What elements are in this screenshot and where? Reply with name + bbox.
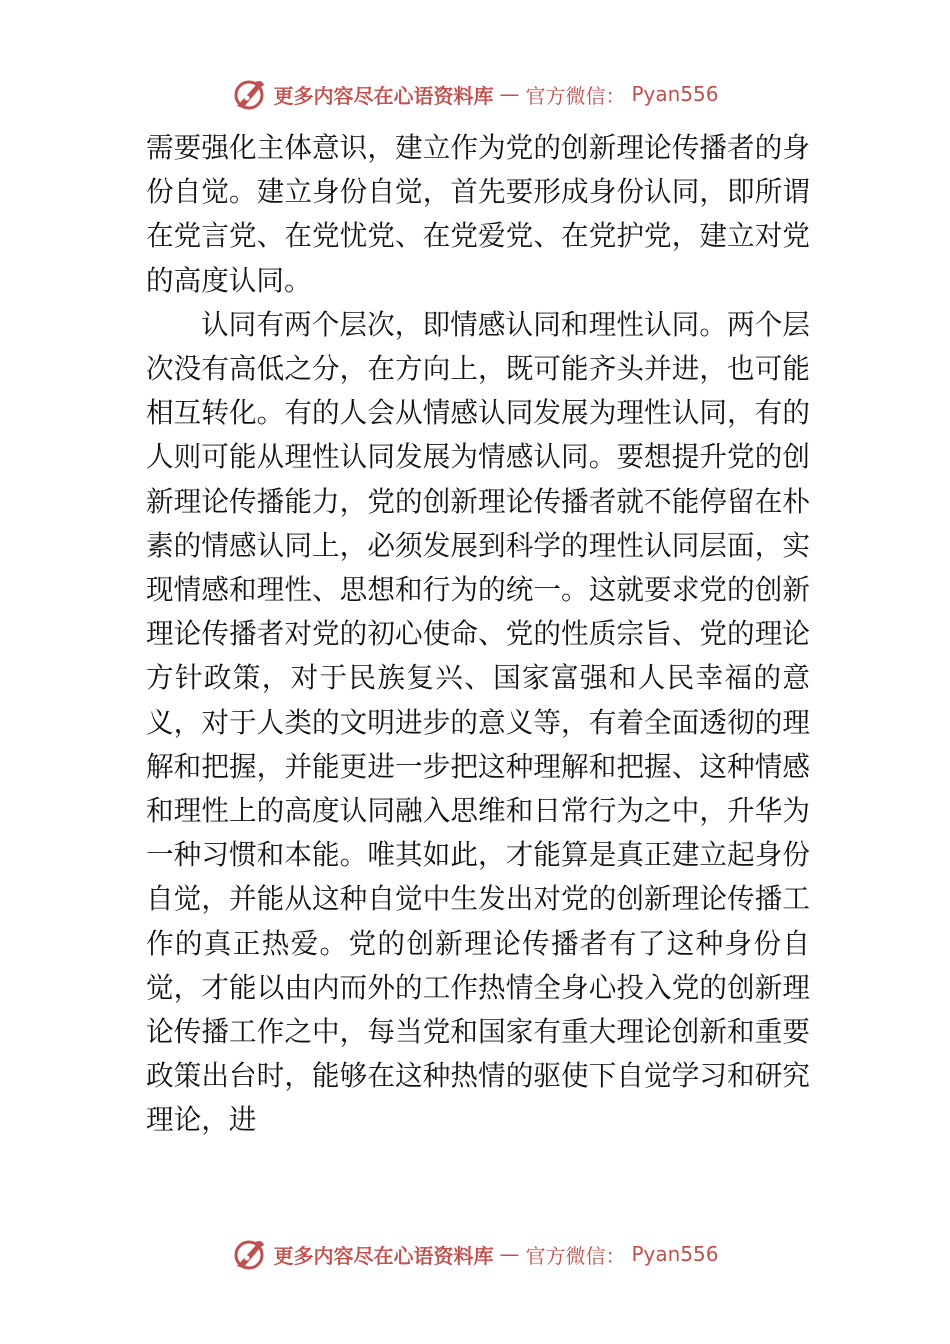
footer-banner bbox=[0, 1234, 950, 1274]
footer-wechat-label: 官方微信： bbox=[525, 1243, 626, 1268]
footer-separator: — bbox=[499, 1242, 520, 1266]
document-body bbox=[146, 126, 810, 1143]
header-wechat-label: 官方微信： bbox=[525, 83, 626, 108]
header-main-text: 更多内容尽在心语资料库 bbox=[273, 83, 494, 108]
header-banner bbox=[0, 74, 950, 114]
pen-circle-logo-icon bbox=[231, 1236, 267, 1272]
header-wechat-id: Pyan556 bbox=[631, 82, 719, 106]
header-separator: — bbox=[499, 82, 520, 106]
footer-main-text: 更多内容尽在心语资料库 bbox=[273, 1243, 494, 1268]
paragraph-1: 需要强化主体意识，建立作为党的创新理论传播者的身份自觉。建立身份自觉，首先要形成身份认同，即所谓在党言党、在党忧党、在党爱党、在党护党，建立对党的高度认同。 bbox=[146, 131, 810, 297]
paragraph-2: 认同有两个层次，即情感认同和理性认同。两个层次没有高低之分，在方向上，既可能齐头并进，也可能相互转化。有的人会从情感认同发展为理性认同，有的人则可能从理性认同发展为情感认同。要想提升党的创新理论传播能力，党的创新理论传播者就不能停留在朴素的情感认同上，必须发展到科学的理性认同层面，实现情感和理性、思想和行为的统一。这就要求党的创新理论传播者对党的初心使命、党的性质宗旨、党的理论方针政策，对于民族复兴、国家富强和人民幸福的意义，对于人类的文明进步的意义等，有着全面透彻的理解和把握，并能更进一步把这种理解和把握、这种情感和理性上的高度认同融入思维和日常行为之中，升华为一种习惯和本能。唯其如此，才能算是真正建立起身份自觉，并能从这种自觉中生发出对党的创新理论传播工作的真正热爱。党的创新理论传播者有了这种身份自觉，才能以由内而外的工作热情全身心投入党的创新理论传播工作之中，每当党和国家有重大理论创新和重要政策出台时，能够在这种热情的驱使下自觉学习和研究理论，进 bbox=[146, 307, 810, 1137]
footer-wechat-id: Pyan556 bbox=[631, 1242, 719, 1266]
pen-circle-logo-icon bbox=[231, 76, 267, 112]
